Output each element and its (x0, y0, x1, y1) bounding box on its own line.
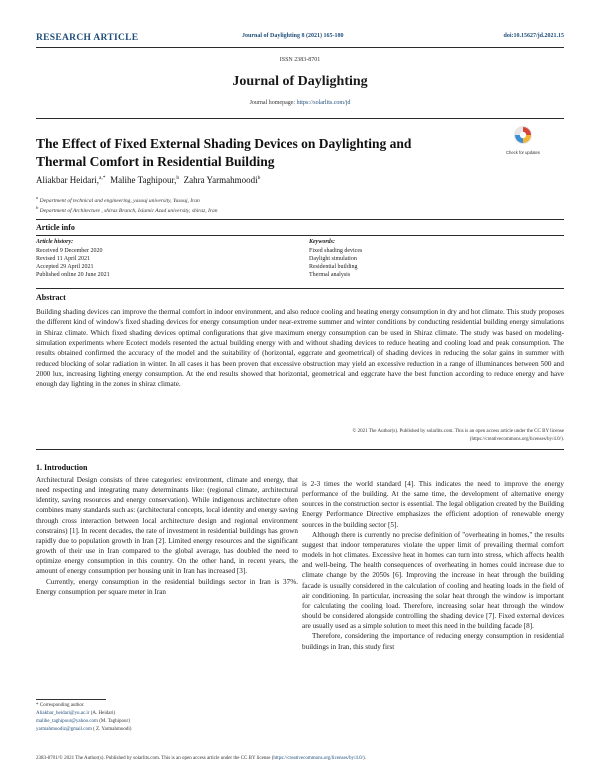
email-owner: (A. Heidari) (89, 711, 116, 716)
affiliation-text: Department of Architecture , shiraz Branch, Islamic Azad university, shiraz, Iran (39, 207, 218, 214)
journal-title: Journal of Daylighting (232, 74, 368, 89)
affiliation-text: Department of technical and engineering, yasouj university, Yasouj, Iran (39, 197, 200, 204)
affiliation-sup: b (36, 205, 39, 210)
footnote-email (36, 719, 130, 724)
abstract-copyright (264, 428, 564, 443)
doi-link[interactable]: doi:10.15627/jd.2021.15 (503, 33, 564, 39)
journal-homepage (0, 100, 600, 106)
abstract-bottom-divider (36, 449, 564, 450)
journal-citation: Journal of Daylighting 8 (2021) 165-180 (242, 33, 344, 39)
history-item: Revised 11 April 2021 (36, 256, 90, 262)
check-updates-icon (508, 124, 538, 160)
history-label: Article history: (36, 239, 74, 245)
history-item: Accepted 29 April 2021 (36, 264, 94, 270)
keyword: Thermal analysis (309, 272, 351, 278)
abstract-text: Building shading devices can improve the thermal comfort in indoor environment, and also reduce cooling and heating energy consumption in dry and hot climate. This study proposes the different kind of window's fixed shading devices for energy consumption under near-extreme summer and winter conditions by conducting residential building energy simulations in Shiraz climate. Which fixed shading devices optimal configurations that give maximum energy consumption can be used in Shiraz climate. The study was based on modeling-simulation experiments where Ecotect models resented the actual building energy with and without shading devices to reduce heating and cooling load and peak consumption. The results obtained confirmed the accuracy of the model and the suitability of (horizontal, eggcrate and geometrical) of shading devices in reducing the solar gains in summer with reduced blocking of solar radiation in winter. In all cases it has been proven that excessive obstruction may yield an excessive reduction in a range of illuminances between 500 and 2000 lux, increasing lighting energy consumption. At the end results showed that horizontal, geometrical and eggcrate have the best function according to reduce energy and have enough day lighting in the zones in shiraz climate. (36, 308, 564, 389)
affiliation (36, 195, 200, 204)
check-for-updates-badge[interactable] (508, 124, 538, 160)
copyright-line: © 2021 The Author(s). Published by solarlits.com. This is an open access article under the CC BY license (352, 429, 564, 434)
email-link[interactable]: Aliakbar_heidari@yu.ac.ir (36, 711, 90, 716)
info-top-divider (36, 219, 564, 220)
history-item: Received 9 December 2020 (36, 248, 103, 254)
issn: ISSN 2383-8701 (279, 57, 321, 63)
page-footer (36, 756, 366, 761)
homepage-link[interactable]: https://solarlits.com/jd (296, 100, 351, 106)
keyword: Fixed shading devices (309, 248, 363, 254)
footnote-divider (36, 699, 106, 700)
article-info-heading: Article info (36, 223, 75, 232)
email-link[interactable]: malihe_taghipour@yahoo.com (36, 719, 98, 724)
email-owner: (M. Taghipour) (97, 719, 130, 724)
badge-label: Check for updates (506, 150, 540, 155)
paragraph: Although there is currently no precise definition of "overheating in homes," the results suggest that indoor temperatures violate the upper limit of prevailing thermal comfort models in hot climates. Excessive heat in homes can turn into stress, which affects health and well-being. The health consequences of overheating in homes could increase due to climate change by the 2050s [6]. Improving the increase in heat through the building facade is usually considered in the calculation of cooling and heating loads in the field of air conditioning. In particular, increasing the solar heat through the window is important for calculating the cooling load. Therefore, increasing solar heat through the window should be considered alongside controlling the shading device [7]. Fixed external devices are usually used as a simple solution to meet this need in the building facade [8]. (302, 530, 564, 631)
footer-tail: ). (363, 756, 366, 761)
paragraph: Architectural Design consists of three categories: environment, climate and energy, that need respecting and integrating many determinants like: (regional climate, architectural identity, saving resources and energy conservation). While indigenous architecture often combines many standards such as: (architectural concepts, local identity and energy saving through cross interaction between local architecture design and regional environment constrains) [1]. In recent decades, the rate of investment in residential buildings has grown rapidly due to population growth in Iran [2]. Limited energy resources and the significant growth of their use in Iran compared to the global average, has doubled the need to optimize energy consumption in this country. On the other hand, in recent years, the amount of energy consumption per housing unit in Iran has increased [3]. (36, 476, 298, 576)
author-list (36, 175, 260, 185)
title-line-2: Thermal Comfort in Residential Building (36, 154, 275, 169)
title-line-1: The Effect of Fixed External Shading Devices on Daylighting and (36, 136, 412, 151)
license-link[interactable]: https://creativecommons.org/licenses/by/4.0/ (273, 756, 364, 761)
header-divider (36, 47, 564, 48)
paragraph: is 2-3 times the world standard [4]. This indicates the need to improve the energy performance of the building. At the same time, the development of alternative energy sources in the construction sector is essential. The legal obligation created by the Building Energy Performance Directive emphasizes the efficient adoption of renewable energy sources in the building sector [5]. (302, 480, 564, 529)
author-sup: b (176, 175, 180, 181)
masthead-divider (36, 118, 564, 119)
homepage-label: Journal homepage: (249, 100, 296, 106)
history-item: Published online 20 June 2021 (36, 272, 110, 278)
body-column-left (36, 475, 298, 597)
paragraph: Currently, energy consumption in the residential buildings sector in Iran is 37%. Energy consumption per square meter in Iran (36, 577, 298, 596)
copyright-line: (https://creativecommons.org/licenses/by/4.0/). (469, 436, 564, 442)
abstract-heading: Abstract (36, 293, 66, 302)
author-name: Malihe Taghipour, (110, 175, 177, 185)
footnote-email (36, 727, 131, 732)
footer-text: 2383-8701/© 2021 The Author(s). Published by solarlits.com. This is an open access article under the CC BY license ( (36, 756, 274, 761)
keywords-label: Keywords: (309, 239, 335, 245)
author-name: Aliakbar Heidari, (36, 175, 99, 185)
info-divider (36, 235, 564, 236)
body-column-right (302, 479, 564, 652)
email-owner: ( Z. Yarmahmoodi) (91, 727, 132, 732)
keyword: Residential building (309, 264, 358, 270)
footnote-email (36, 711, 115, 716)
footnote-label: * Corresponding author. (36, 703, 85, 708)
article-title (36, 135, 491, 171)
keyword: Daylight simulation (309, 256, 357, 262)
author-sup: b (257, 175, 261, 181)
email-link[interactable]: yarmahmoodiz@gmail.com (36, 727, 92, 732)
affiliation (36, 205, 218, 214)
section-heading: 1. Introduction (36, 463, 88, 472)
paragraph: Therefore, considering the importance of reducing energy consumption in residential buildings in Iran, this study first (302, 632, 564, 651)
author-name: Zahra Yarmahmoodi (183, 175, 258, 185)
article-type: RESEARCH ARTICLE (36, 33, 139, 43)
affiliation-sup: a (36, 195, 39, 200)
author-sup: a,* (98, 175, 106, 181)
abstract-divider (36, 288, 564, 289)
